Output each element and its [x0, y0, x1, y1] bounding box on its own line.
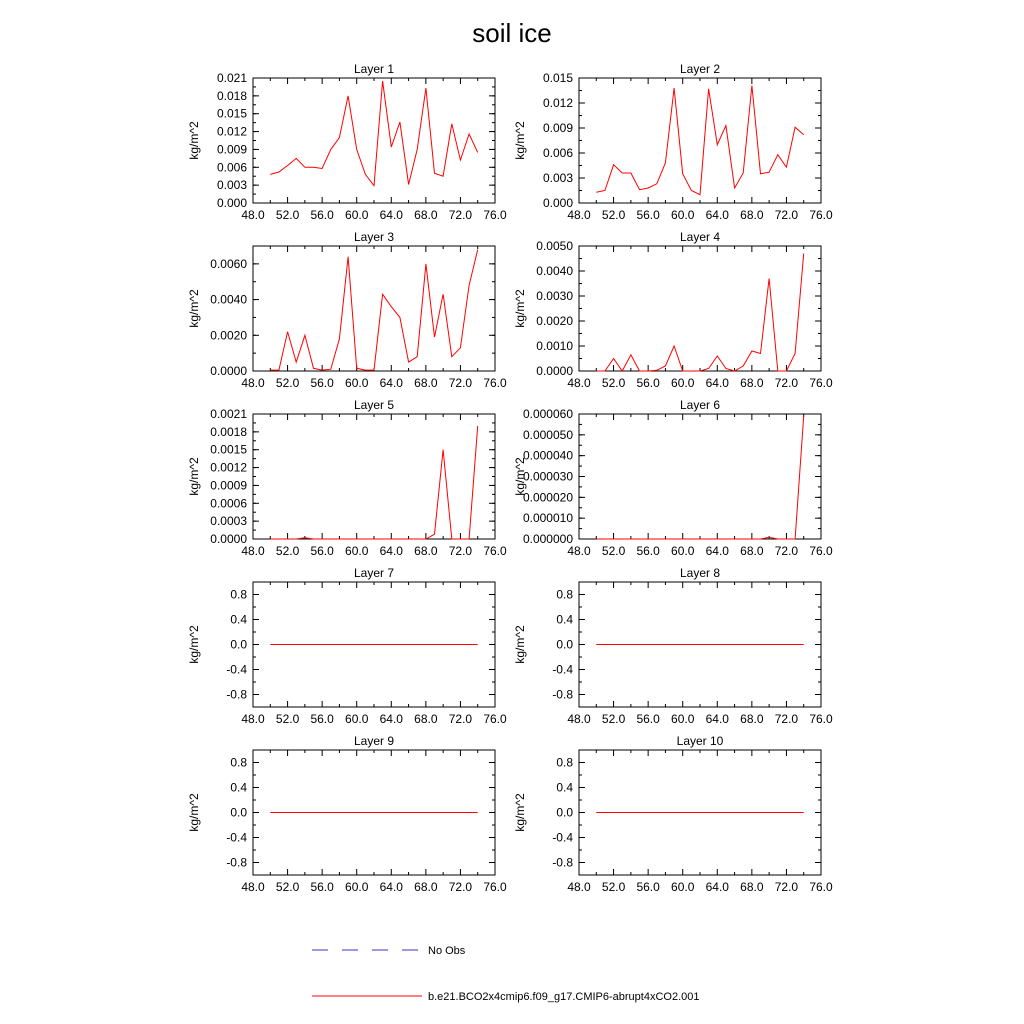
layer-1-ytick-label: 0.012 [216, 124, 247, 139]
layer-3-ytick-label: 0.0060 [210, 256, 247, 271]
layer-5-xtick-label: 64.0 [379, 544, 403, 558]
legend-label-no-obs: No Obs [428, 945, 466, 957]
layer-4-plot-frame [579, 246, 821, 371]
layer-9-ytick-label: 0.8 [230, 755, 247, 770]
panel-layer-9 [187, 734, 507, 894]
legend-label-model-run: b.e21.BCO2x4cmip6.f09_g17.CMIP6-abrupt4xCO2.001 [428, 991, 700, 1003]
layer-4-ytick-label: 0.0040 [536, 264, 573, 278]
layer-9-xtick-label: 56.0 [310, 880, 334, 894]
layer-6-xtick-label: 56.0 [636, 544, 660, 558]
figure-title: soil ice [472, 18, 552, 48]
layer-6-xtick-label: 52.0 [601, 544, 626, 558]
layer-1-ytick-label: 0.000 [216, 196, 247, 210]
layer-5-xtick-label: 68.0 [414, 544, 438, 558]
layer-4-xtick-label: 56.0 [636, 376, 660, 390]
layer-5-xtick-label: 72.0 [448, 544, 473, 558]
layer-2-xtick-label: 48.0 [567, 208, 591, 222]
panel-layer-4 [513, 230, 833, 390]
layer-9-xtick-label: 68.0 [414, 880, 438, 894]
layer-1-ylabel: kg/m^2 [187, 121, 201, 160]
layer-7-ytick-label: -0.8 [226, 687, 247, 702]
layer-1-xtick-label: 64.0 [379, 208, 403, 222]
layer-4-ytick-label: 0.0020 [536, 314, 573, 328]
layer-9-xtick-label: 72.0 [448, 880, 473, 894]
layer-3-xtick-label: 68.0 [414, 376, 438, 390]
layer-5-title: Layer 5 [353, 398, 395, 412]
layer-5-xtick-label: 52.0 [275, 544, 300, 558]
layer-1-ytick-label: 0.021 [216, 71, 247, 85]
layer-6-ytick-label: 0.000030 [522, 469, 573, 484]
layer-3-xtick-label: 76.0 [483, 376, 507, 390]
layer-4-xtick-label: 76.0 [809, 376, 833, 390]
layer-2-xtick-label: 76.0 [809, 208, 833, 222]
layer-2-xtick-label: 68.0 [740, 208, 764, 222]
layer-7-xtick-label: 76.0 [483, 712, 507, 726]
layer-9-xtick-label: 76.0 [483, 880, 507, 894]
layer-10-xtick-label: 68.0 [740, 880, 764, 894]
layer-3-ytick-label: 0.0000 [210, 364, 247, 378]
layer-4-ytick-label: 0.0050 [536, 239, 573, 253]
layer-10-xtick-label: 56.0 [636, 880, 660, 894]
legend [312, 945, 700, 1003]
panel-layer-3 [187, 230, 507, 390]
layer-5-ylabel: kg/m^2 [187, 457, 201, 496]
layer-7-xtick-label: 48.0 [241, 712, 265, 726]
layer-10-ylabel: kg/m^2 [513, 793, 527, 832]
layer-6-ylabel: kg/m^2 [513, 457, 527, 496]
layer-10-xtick-label: 60.0 [671, 880, 695, 894]
layer-5-xtick-label: 48.0 [241, 544, 265, 558]
layer-3-ytick-label: 0.0020 [210, 328, 247, 343]
layer-5-ytick-label: 0.0006 [210, 496, 247, 511]
layer-6-ytick-label: 0.000000 [522, 532, 573, 546]
layer-6-series-line [596, 416, 803, 539]
panel-layer-8 [513, 566, 833, 726]
layer-10-xtick-label: 48.0 [567, 880, 591, 894]
layer-4-ytick-label: 0.0010 [536, 339, 573, 353]
layer-1-xtick-label: 52.0 [275, 208, 300, 222]
layer-9-ytick-label: -0.4 [226, 830, 247, 845]
panel-layer-2 [513, 62, 833, 222]
layer-5-xtick-label: 76.0 [483, 544, 507, 558]
layer-9-ytick-label: -0.8 [226, 855, 247, 870]
layer-2-xtick-label: 52.0 [601, 208, 626, 222]
layer-8-title: Layer 8 [679, 566, 721, 580]
layer-9-ylabel: kg/m^2 [187, 793, 201, 832]
layer-2-plot-frame [579, 78, 821, 203]
layer-10-title: Layer 10 [676, 734, 724, 748]
layer-7-ytick-label: 0.8 [230, 587, 247, 602]
layer-4-ylabel: kg/m^2 [513, 289, 527, 328]
layer-4-ytick-label: 0.0000 [536, 364, 573, 378]
layer-5-xtick-label: 56.0 [310, 544, 334, 558]
panel-layer-1 [187, 62, 507, 222]
panel-layer-5 [187, 398, 507, 558]
layer-4-series-line [596, 254, 803, 372]
layer-4-xtick-label: 72.0 [774, 376, 799, 390]
layer-7-xtick-label: 72.0 [448, 712, 473, 726]
layer-8-ytick-label: -0.8 [552, 687, 573, 702]
layer-4-title: Layer 4 [679, 230, 721, 244]
layer-3-xtick-label: 48.0 [241, 376, 265, 390]
layer-9-title: Layer 9 [353, 734, 395, 748]
layer-4-xtick-label: 64.0 [705, 376, 729, 390]
layer-3-ylabel: kg/m^2 [187, 289, 201, 328]
layer-6-xtick-label: 76.0 [809, 544, 833, 558]
layer-3-series-line [270, 250, 477, 371]
layer-10-xtick-label: 52.0 [601, 880, 626, 894]
layer-3-xtick-label: 64.0 [379, 376, 403, 390]
layer-4-xtick-label: 60.0 [671, 376, 695, 390]
layer-10-ytick-label: -0.4 [552, 830, 573, 845]
layer-9-xtick-label: 48.0 [241, 880, 265, 894]
layer-5-ytick-label: 0.0012 [210, 460, 247, 475]
layer-1-xtick-label: 68.0 [414, 208, 438, 222]
layer-2-ytick-label: 0.009 [542, 121, 573, 135]
layer-7-xtick-label: 52.0 [275, 712, 300, 726]
layer-1-ytick-label: 0.018 [216, 88, 247, 103]
layer-1-xtick-label: 76.0 [483, 208, 507, 222]
layer-5-ytick-label: 0.0003 [210, 514, 247, 529]
layer-2-ytick-label: 0.000 [542, 196, 573, 210]
layer-7-xtick-label: 60.0 [345, 712, 369, 726]
layer-10-xtick-label: 64.0 [705, 880, 729, 894]
layer-8-xtick-label: 52.0 [601, 712, 626, 726]
layer-7-ytick-label: 0.0 [230, 637, 247, 652]
layer-6-xtick-label: 48.0 [567, 544, 591, 558]
layer-3-xtick-label: 72.0 [448, 376, 473, 390]
layer-8-xtick-label: 48.0 [567, 712, 591, 726]
layer-2-xtick-label: 60.0 [671, 208, 695, 222]
layer-10-ytick-label: -0.8 [552, 855, 573, 870]
layer-3-plot-frame [253, 246, 495, 371]
layer-1-ytick-label: 0.006 [216, 160, 247, 175]
layer-7-ytick-label: 0.4 [230, 612, 247, 627]
layer-2-ytick-label: 0.012 [542, 96, 573, 110]
layer-5-series-line [270, 426, 477, 539]
layer-9-xtick-label: 52.0 [275, 880, 300, 894]
layer-2-series-line [596, 86, 803, 195]
layer-8-xtick-label: 60.0 [671, 712, 695, 726]
layer-10-ytick-label: 0.8 [556, 755, 573, 770]
layer-9-xtick-label: 64.0 [379, 880, 403, 894]
layer-2-xtick-label: 72.0 [774, 208, 799, 222]
layer-4-ytick-label: 0.0030 [536, 289, 573, 303]
layer-7-xtick-label: 64.0 [379, 712, 403, 726]
layer-5-ytick-label: 0.0015 [210, 442, 247, 457]
layer-9-ytick-label: 0.4 [230, 780, 247, 795]
layer-8-xtick-label: 76.0 [809, 712, 833, 726]
layer-1-xtick-label: 60.0 [345, 208, 369, 222]
layer-1-xtick-label: 48.0 [241, 208, 265, 222]
layer-2-title: Layer 2 [679, 62, 721, 76]
layer-3-ytick-label: 0.0040 [210, 292, 247, 307]
layer-10-xtick-label: 72.0 [774, 880, 799, 894]
layer-10-xtick-label: 76.0 [809, 880, 833, 894]
panels [187, 62, 833, 894]
layer-1-xtick-label: 72.0 [448, 208, 473, 222]
layer-4-xtick-label: 68.0 [740, 376, 764, 390]
layer-5-ytick-label: 0.0018 [210, 424, 247, 439]
layer-5-plot-frame [253, 414, 495, 539]
layer-1-xtick-label: 56.0 [310, 208, 334, 222]
layer-5-ytick-label: 0.0021 [210, 407, 247, 421]
layer-10-ytick-label: 0.4 [556, 780, 573, 795]
layer-8-xtick-label: 56.0 [636, 712, 660, 726]
layer-6-ytick-label: 0.000040 [522, 448, 573, 463]
layer-4-xtick-label: 48.0 [567, 376, 591, 390]
layer-8-xtick-label: 68.0 [740, 712, 764, 726]
layer-6-xtick-label: 68.0 [740, 544, 764, 558]
layer-7-title: Layer 7 [353, 566, 395, 580]
layer-7-xtick-label: 56.0 [310, 712, 334, 726]
layer-2-ytick-label: 0.003 [542, 171, 573, 185]
layer-7-ylabel: kg/m^2 [187, 625, 201, 664]
layer-3-xtick-label: 56.0 [310, 376, 334, 390]
layer-8-ytick-label: 0.0 [556, 637, 573, 652]
layer-6-ytick-label: 0.000050 [522, 427, 573, 442]
layer-6-title: Layer 6 [679, 398, 721, 412]
layer-3-xtick-label: 52.0 [275, 376, 300, 390]
layer-6-ytick-label: 0.000010 [522, 511, 573, 526]
layer-5-ytick-label: 0.0009 [210, 478, 247, 493]
layer-6-ytick-label: 0.000060 [522, 407, 573, 421]
layer-6-ytick-label: 0.000020 [522, 490, 573, 505]
layer-6-xtick-label: 72.0 [774, 544, 799, 558]
layer-8-ylabel: kg/m^2 [513, 625, 527, 664]
layer-8-ytick-label: 0.8 [556, 587, 573, 602]
layer-6-plot-frame [579, 414, 821, 539]
panel-layer-10 [513, 734, 833, 894]
layer-3-title: Layer 3 [353, 230, 395, 244]
layer-5-xtick-label: 60.0 [345, 544, 369, 558]
layer-8-ytick-label: -0.4 [552, 662, 573, 677]
layer-4-xtick-label: 52.0 [601, 376, 626, 390]
layer-1-series-line [270, 81, 477, 186]
layer-9-ytick-label: 0.0 [230, 805, 247, 820]
layer-6-xtick-label: 64.0 [705, 544, 729, 558]
layer-2-xtick-label: 56.0 [636, 208, 660, 222]
layer-9-xtick-label: 60.0 [345, 880, 369, 894]
layer-1-ytick-label: 0.009 [216, 142, 247, 157]
layer-2-xtick-label: 64.0 [705, 208, 729, 222]
panel-layer-6 [513, 398, 833, 558]
layer-10-ytick-label: 0.0 [556, 805, 573, 820]
layer-7-ytick-label: -0.4 [226, 662, 247, 677]
panel-layer-7 [187, 566, 507, 726]
layer-1-ytick-label: 0.003 [216, 178, 247, 193]
layer-1-ytick-label: 0.015 [216, 106, 247, 121]
layer-2-ytick-label: 0.015 [542, 71, 573, 85]
layer-1-title: Layer 1 [353, 62, 395, 76]
layer-3-xtick-label: 60.0 [345, 376, 369, 390]
layer-8-xtick-label: 72.0 [774, 712, 799, 726]
layer-6-xtick-label: 60.0 [671, 544, 695, 558]
layer-2-ylabel: kg/m^2 [513, 121, 527, 160]
layer-8-ytick-label: 0.4 [556, 612, 573, 627]
layer-5-ytick-label: 0.0000 [210, 532, 247, 546]
layer-7-xtick-label: 68.0 [414, 712, 438, 726]
layer-8-xtick-label: 64.0 [705, 712, 729, 726]
layer-2-ytick-label: 0.006 [542, 146, 573, 160]
